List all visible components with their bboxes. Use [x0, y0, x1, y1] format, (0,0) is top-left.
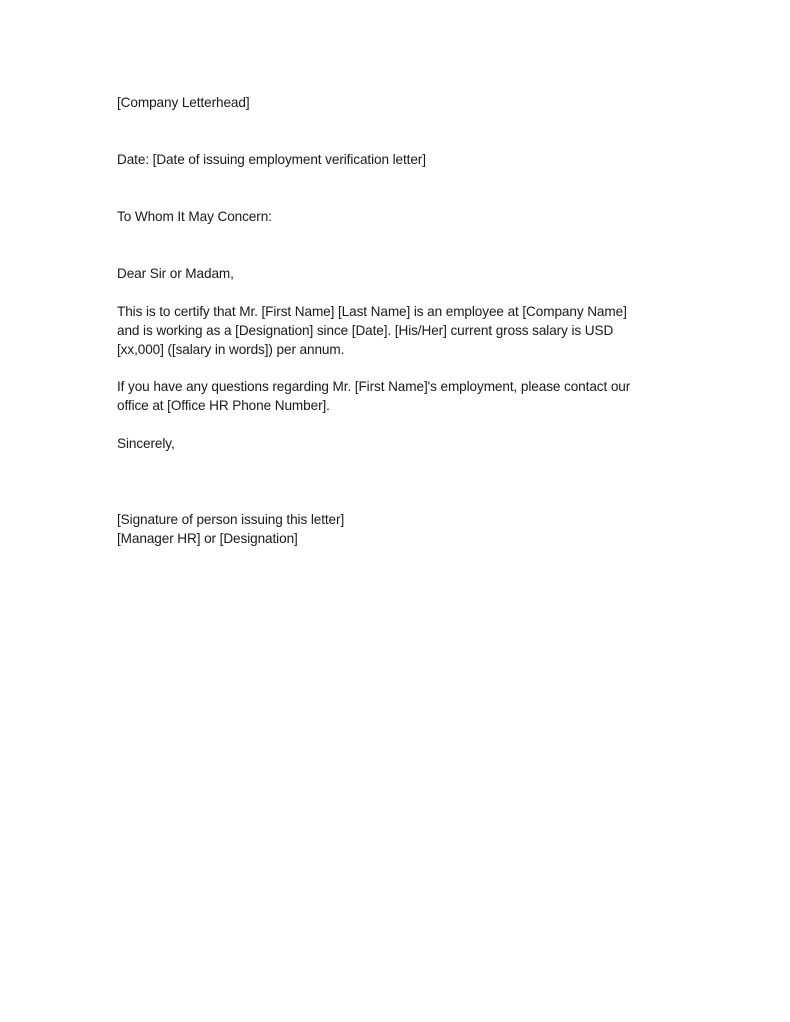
body-paragraph-1-line: and is working as a [Designation] since [Date]. [His/Her] current gross salary is USD	[117, 323, 614, 338]
addressee: To Whom It May Concern:	[117, 209, 272, 224]
body-paragraph-1-line: [xx,000] ([salary in words]) per annum.	[117, 342, 345, 357]
body-paragraph-2-line: If you have any questions regarding Mr. [First Name]'s employment, please contact our	[117, 379, 631, 394]
signer-title: [Manager HR] or [Designation]	[117, 531, 298, 546]
date-line: Date: [Date of issuing employment verification letter]	[117, 152, 426, 167]
company-letterhead: [Company Letterhead]	[117, 95, 250, 110]
signature-line: [Signature of person issuing this letter]	[117, 512, 345, 527]
body-paragraph-2-line: office at [Office HR Phone Number].	[117, 398, 330, 413]
closing: Sincerely,	[117, 436, 175, 451]
body-paragraph-1-line: This is to certify that Mr. [First Name] [Last Name] is an employee at [Company Name]	[117, 304, 627, 319]
salutation: Dear Sir or Madam,	[117, 266, 234, 281]
